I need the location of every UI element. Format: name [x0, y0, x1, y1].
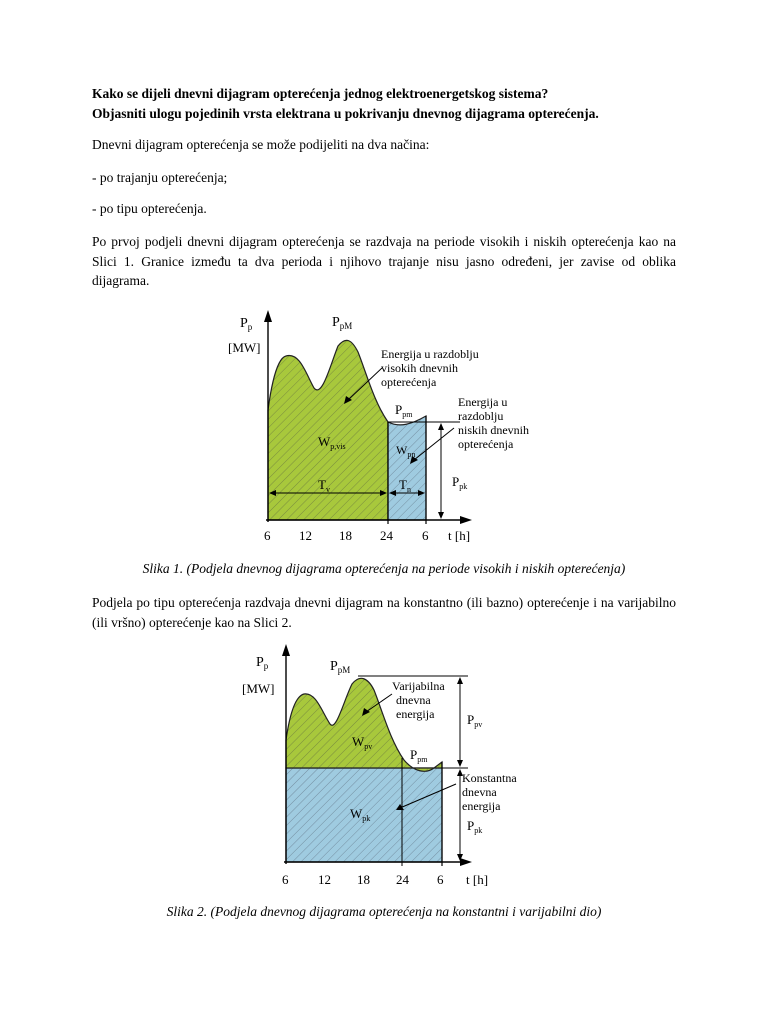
bullet-duration: - po trajanju opterećenja; — [92, 170, 228, 185]
fig2-x-arrow — [460, 858, 472, 866]
fig2-min-label: $P_{pm}$ — [410, 747, 428, 764]
fig1-x-tick: 6 — [264, 528, 271, 543]
fig1-x-tick: 6 — [422, 528, 429, 543]
fig1-y-label: $P_p$ — [240, 316, 253, 332]
fig1-low-annotation: Energija u razdoblju niskih dnevnih opterećenja — [458, 395, 529, 451]
fig2-x-tick: 24 — [396, 872, 409, 887]
fig1-high-area-label: $W_{p,vis}$ — [318, 434, 346, 451]
fig2-x-ticks — [282, 872, 488, 887]
fig2-x-tick: 18 — [357, 872, 370, 887]
figure-1-caption: Slika 1. (Podjela dnevnog dijagrama opterećenja na periode visokih i niskih opterećenja) — [142, 561, 626, 576]
fig1-low-area-label: $W_{pn}$ — [396, 443, 416, 459]
fig1-high-annotation: Energija u razdoblju visokih dnevnih opterećenja — [381, 347, 479, 389]
fig1-tn-label: $T_n$ — [399, 477, 411, 494]
fig2-x-tick: 6 — [282, 872, 289, 887]
second-division-paragraph: Podjela po tipu opterećenja razdvaja dnevni dijagram na konstantno (ili bazno) opterećenje i na varijabilno (ili vršno) opterećenje kao na Slici 2. — [92, 595, 676, 630]
fig2-ppv-arrow-down — [457, 760, 463, 767]
fig2-y-arrow — [282, 644, 290, 656]
fig2-ppv-arrow-up — [457, 677, 463, 684]
question-line-2: Objasniti ulogu pojedinih vrsta elektrana u pokrivanju dnevnog dijagrama opterećenja. — [92, 106, 599, 121]
fig1-min-label: $P_{pm}$ — [395, 402, 413, 419]
intro-paragraph: Dnevni dijagram opterećenja se može podijeliti na dva načina: — [92, 137, 430, 152]
fig2-constant-annotation: Konstantna dnevna energija — [462, 771, 517, 813]
fig2-variable-annotation: Varijabilna dnevna energija — [392, 679, 445, 721]
fig2-constant-area-label: $W_{pk}$ — [350, 806, 371, 823]
bullet-type: - po tipu opterećenja. — [92, 201, 207, 216]
fig1-peak-label: $P_{pM}$ — [332, 315, 353, 331]
fig2-y-label: $P_p$ — [256, 655, 269, 671]
fig1-x-tick: 12 — [299, 528, 312, 543]
fig1-x-tick: 24 — [380, 528, 393, 543]
fig2-x-tick: 6 — [437, 872, 444, 887]
fig1-tv-label: $T_v$ — [318, 477, 330, 494]
fig1-pk-label: $P_{pk}$ — [452, 474, 468, 491]
fig2-x-label: t [h] — [466, 872, 489, 887]
fig1-x-label: t [h] — [448, 528, 471, 543]
fig2-variable-area-label: $W_{pv}$ — [352, 734, 373, 751]
fig1-x-tick: 18 — [339, 528, 352, 543]
question-line-1: Kako se dijeli dnevni dijagram opterećenja jednog elektroenergetskog sistema? — [92, 86, 549, 101]
fig2-y-unit: [MW] — [242, 681, 275, 696]
fig2-peak-label: $P_{pM}$ — [330, 659, 351, 675]
figure-2-caption: Slika 2. (Podjela dnevnog dijagrama opterećenja na konstantni i varijabilni dio) — [166, 904, 602, 919]
fig1-y-unit: [MW] — [228, 340, 261, 355]
first-division-paragraph: Po prvoj podjeli dnevni dijagram opterećenja se razdvaja na periode visokih i niskih opterećenja kao na Slici 1. Granice između ta dva perioda i njihovo trajanje nisu jasno određeni, jer zavise od oblika dijagrama. — [92, 234, 676, 288]
fig2-pv-label: $P_{pv}$ — [467, 712, 483, 729]
fig2-x-tick: 12 — [318, 872, 331, 887]
fig2-pk-label: $P_{pk}$ — [467, 818, 483, 835]
